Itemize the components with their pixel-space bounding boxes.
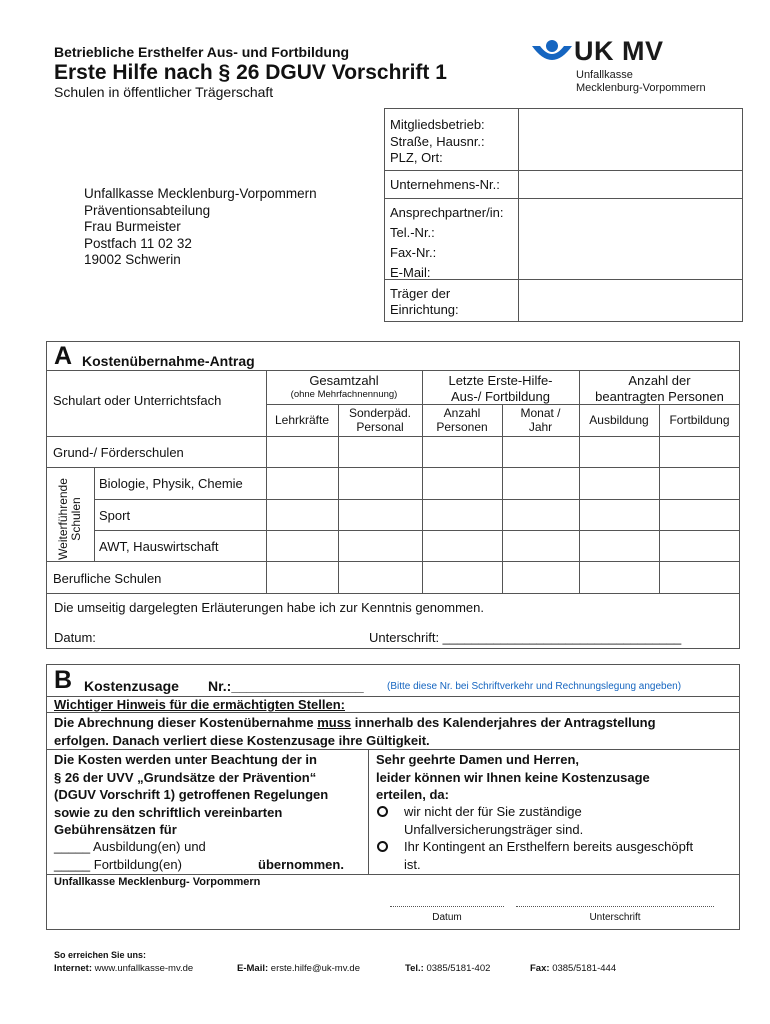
col-total-note: (ohne Mehrfachnennung)	[290, 389, 398, 400]
address-line: Frau Burmeister	[84, 219, 181, 234]
signature-label: Unterschrift: _________________________________	[369, 630, 682, 645]
important-notice-heading: Wichtiger Hinweis für die ermächtigten Stellen:	[54, 697, 345, 712]
cost-approval-text: Die Kosten werden unter Beachtung der in § 26 der UVV „Grundsätze der Prävention“ (DGUV Vorschrift 1) getroffenen Regelungen sowie zu den schriftlich vereinbarten Gebührensätzen für	[54, 752, 329, 837]
member-company-label: Mitgliedsbetrieb: Straße, Hausnr.: PLZ, Ort:	[390, 117, 485, 165]
row-primary-schools: Grund-/ Förderschulen	[53, 445, 184, 460]
primary-schools-inputs[interactable]	[267, 437, 740, 467]
section-b-title: Kostenzusage	[84, 678, 179, 694]
uk-mv-logo	[530, 36, 730, 100]
approval-number-label: Nr.:_________________	[208, 678, 364, 694]
date-input[interactable]	[100, 626, 350, 646]
biology-inputs[interactable]	[267, 468, 740, 499]
row-sport: Sport	[99, 508, 131, 523]
billing-notice-line-1: Die Abrechnung dieser Kostenübernahme muss innerhalb des Kalenderjahres der Antragstellung	[54, 715, 656, 730]
col-count-header: Anzahl Personen	[436, 406, 488, 434]
taken-over-text: übernommen.	[258, 857, 344, 872]
billing-notice-line-2: erfolgen. Danach verliert diese Kostenzusage ihre Gültigkeit.	[54, 733, 430, 748]
awt-inputs[interactable]	[267, 531, 740, 561]
reason-not-responsible-text: wir nicht der für Sie zuständige Unfallversicherungsträger sind.	[404, 804, 584, 837]
footer-email: E-Mail: erste.hilfe@uk-mv.de	[237, 963, 360, 974]
logo-name: UK MV	[574, 36, 664, 66]
further-training-count-field[interactable]: _____ Fortbildung(en)	[54, 857, 182, 872]
logo-line-1: Unfallkasse	[576, 69, 633, 81]
form-subtitle: Betriebliche Ersthelfer Aus- und Fortbildung	[54, 44, 350, 60]
section-b-letter: B	[54, 666, 73, 694]
recipient-address	[84, 186, 317, 269]
company-number-input[interactable]	[519, 171, 742, 198]
date-label: Datum:	[54, 630, 96, 645]
carrier-input[interactable]	[519, 280, 742, 321]
footer-contact-heading: So erreichen Sie uns:	[54, 950, 147, 960]
footer-fax: Fax: 0385/5181-444	[530, 963, 617, 974]
col-total-header: Gesamtzahl	[309, 373, 379, 388]
footer-email-link[interactable]: erste.hilfe@uk-mv.de	[270, 963, 360, 974]
side-label-secondary: Weiterführende Schulen	[56, 478, 83, 560]
col-month-header: Monat / Jahr	[520, 406, 561, 434]
logo-emblem-icon	[530, 40, 574, 70]
form-title: Erste Hilfe nach § 26 DGUV Vorschrift 1	[54, 61, 447, 84]
training-count-field[interactable]: _____ Ausbildung(en) und	[54, 839, 206, 854]
row-biology: Biologie, Physik, Chemie	[99, 476, 243, 491]
reason-quota-exhausted-text: Ihr Kontingent an Ersthelfern bereits ausgeschöpft ist.	[404, 839, 694, 872]
approval-number-note: (Bitte diese Nr. bei Schriftverkehr und Rechnungslegung angeben)	[387, 681, 682, 692]
address-line: Postfach 11 02 32	[84, 235, 192, 251]
vocational-inputs[interactable]	[267, 562, 740, 593]
rejection-text: Sehr geehrte Damen und Herren, leider können wir Ihnen keine Kostenzusage erteilen, da:	[376, 752, 650, 802]
footer-internet-link[interactable]: www.unfallkasse-mv.de	[94, 963, 194, 974]
issuer-signature-label: Unterschrift	[589, 912, 641, 923]
section-a-letter: A	[54, 342, 73, 370]
contact-labels: Ansprechpartner/in: Tel.-Nr.: Fax-Nr.: E-Mail:	[390, 205, 504, 280]
issuer-name: Unfallkasse Mecklenburg- Vorpommern	[54, 876, 261, 888]
reason-not-responsible-radio[interactable]	[377, 806, 388, 817]
col-school-header: Schulart oder Unterrichtsfach	[53, 393, 222, 408]
col-teachers-header: Lehrkräfte	[274, 413, 330, 427]
section-a-title: Kostenübernahme-Antrag	[82, 353, 255, 369]
col-training-header: Ausbildung	[589, 413, 649, 427]
sport-inputs[interactable]	[267, 500, 740, 530]
address-line: 19002 Schwerin	[84, 252, 181, 267]
member-company-input[interactable]	[519, 109, 742, 170]
col-last-training-header: Letzte Erste-Hilfe- Aus-/ Fortbildung	[448, 373, 553, 404]
logo-line-2: Mecklenburg-Vorpommern	[576, 82, 706, 94]
footer-tel: Tel.: 0385/5181-402	[405, 963, 491, 974]
row-vocational: Berufliche Schulen	[53, 571, 162, 586]
issuer-date-label: Datum	[432, 912, 462, 923]
company-number-label: Unternehmens-Nr.:	[390, 177, 500, 192]
acknowledgement-text: Die umseitig dargelegten Erläuterungen habe ich zur Kenntnis genommen.	[54, 600, 484, 615]
carrier-label: Träger der Einrichtung:	[390, 286, 459, 317]
reason-quota-exhausted-radio[interactable]	[377, 841, 388, 852]
col-requested-header: Anzahl der beantragten Personen	[595, 373, 724, 404]
contact-input[interactable]	[519, 199, 742, 279]
form-schools-subtitle: Schulen in öffentlicher Trägerschaft	[54, 84, 274, 100]
address-line: Präventionsabteilung	[84, 202, 211, 218]
row-awt: AWT, Hauswirtschaft	[99, 539, 219, 554]
address-line: Unfallkasse Mecklenburg-Vorpommern	[84, 186, 317, 201]
footer-internet: Internet: www.unfallkasse-mv.de	[54, 963, 194, 974]
col-further-header: Fortbildung	[669, 413, 730, 427]
col-special-header: Sonderpäd. Personal	[348, 406, 412, 434]
